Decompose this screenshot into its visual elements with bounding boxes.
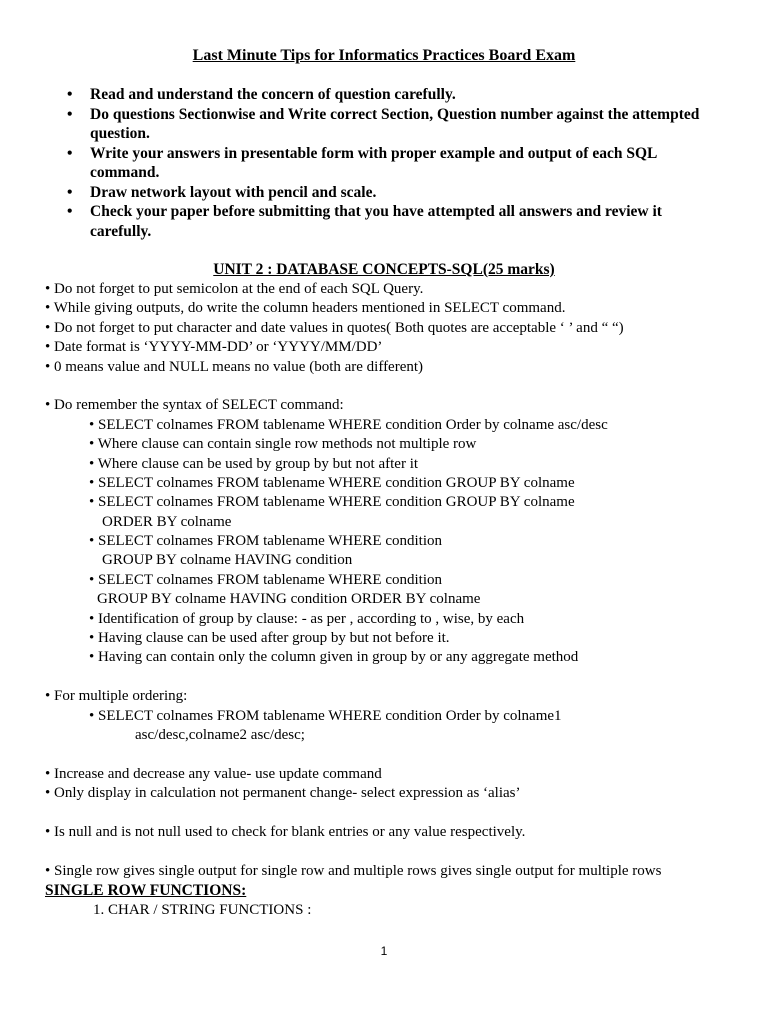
single-row-point: • Single row gives single output for single row and multiple rows gives single output for multiple rows [45,862,662,879]
syntax-item: • Where clause can be used by group by but not after it [89,455,419,472]
point-line: • Do not forget to put semicolon at the end of each SQL Query. [45,281,424,297]
tip-item: • Write your answers in presentable form with proper example and output of each SQL command. [60,144,720,183]
syntax-item: • SELECT colnames FROM tablename WHERE condition GROUP BY colname [89,474,575,491]
section-heading: SINGLE ROW FUNCTIONS: [45,882,247,900]
syntax-item: • SELECT colnames FROM tablename WHERE condition [89,571,442,588]
spacer [45,745,735,764]
point-line: • Do not forget to put character and date values in quotes( Both quotes are acceptable ‘ ’ and “ “) [45,319,624,336]
syntax-item: • SELECT colnames FROM tablename WHERE condition Order by colname asc/desc [89,416,608,433]
spacer [45,842,735,861]
syntax-item: • Having clause can be used after group by but not before it. [89,630,450,647]
ordering-item-continued: asc/desc,colname2 asc/desc; [135,726,305,743]
spacer [45,668,735,687]
syntax-item-continued: GROUP BY colname HAVING condition ORDER BY colname [97,591,481,608]
point-line: • Date format is ‘YYYY-MM-DD’ or ‘YYYY/MM/DD’ [45,339,383,356]
ordering-item: • SELECT colnames FROM tablename WHERE condition Order by colname1 [89,707,562,724]
tips-list [60,85,720,241]
page-number: 1 [380,944,388,958]
syntax-item-continued: ORDER BY colname [102,513,232,530]
syntax-item: • Where clause can contain single row methods not multiple row [89,436,477,453]
syntax-item: • Having can contain only the column given in group by or any aggregate method [89,649,579,666]
syntax-heading: • Do remember the syntax of SELECT command: [45,397,344,414]
syntax-item-continued: GROUP BY colname HAVING condition [102,552,353,569]
syntax-item: • SELECT colnames FROM tablename WHERE condition [89,533,442,550]
point-line: • 0 means value and NULL means no value (both are different) [45,358,424,375]
update-point: • Increase and decrease any value- use update command [45,765,382,782]
tip-item: • Check your paper before submitting that you have attempted all answers and review it carefully. [60,202,720,241]
tip-item: • Do questions Sectionwise and Write correct Section, Question number against the attempted question. [60,105,720,144]
body-text [45,280,735,920]
null-point: • Is null and is not null used to check for blank entries or any value respectively. [45,823,526,840]
syntax-item: • Identification of group by clause: - as per , according to , wise, by each [89,610,525,627]
tip-item: • Draw network layout with pencil and scale. [60,183,720,203]
syntax-item: • SELECT colnames FROM tablename WHERE condition GROUP BY colname [89,494,575,511]
update-point: • Only display in calculation not permanent change- select expression as ‘alias’ [45,785,521,802]
unit-heading: UNIT 2 : DATABASE CONCEPTS-SQL(25 marks) [213,261,555,278]
numbered-item: 1. CHAR / STRING FUNCTIONS : [93,901,312,918]
tip-item: • Read and understand the concern of question carefully. [60,85,720,105]
spacer [45,804,735,823]
document-title: Last Minute Tips for Informatics Practices Board Exam [192,47,576,64]
ordering-heading: • For multiple ordering: [45,688,188,705]
spacer [45,377,735,396]
point-line: • While giving outputs, do write the column headers mentioned in SELECT command. [45,300,566,317]
